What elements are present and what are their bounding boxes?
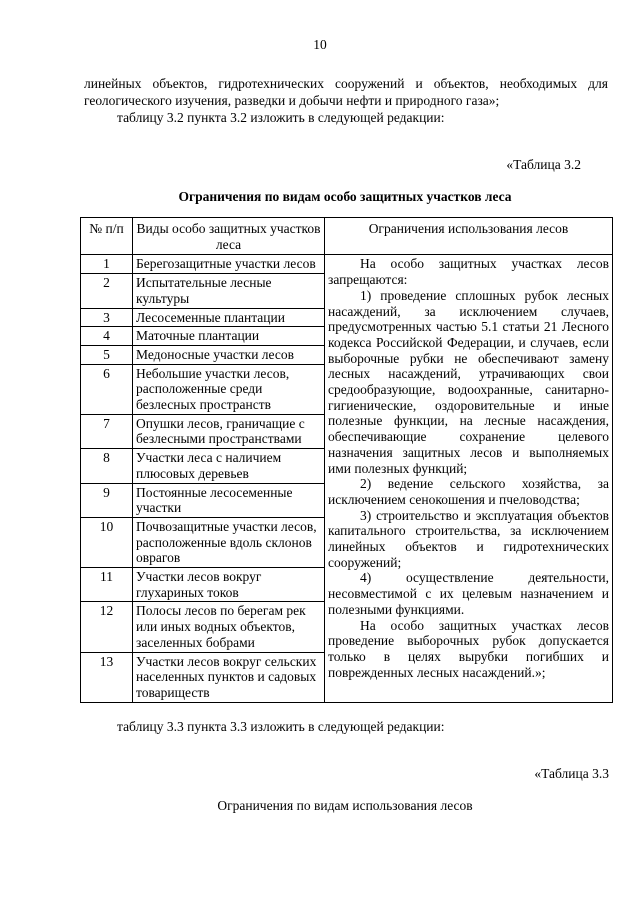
table-header-row (81, 218, 613, 255)
row-number: 10 (81, 517, 133, 567)
table-title-3-2: Ограничения по видам особо защитных участков леса (178, 189, 512, 204)
row-number: 9 (81, 483, 133, 517)
limits-paragraph: 2) ведение сельского хозяйства, за исключением сенокошения и пчеловодства; (328, 476, 609, 507)
protective-areas-table (80, 217, 613, 703)
row-number: 2 (81, 274, 133, 308)
row-kind: Небольшие участки лесов, расположенные среди безлесных пространств (133, 364, 325, 414)
row-number: 4 (81, 327, 133, 346)
header-number: № п/п (81, 218, 133, 255)
instruction-table-3-2: таблицу 3.2 пункта 3.2 изложить в следующей редакции: (117, 110, 445, 125)
limits-paragraph: 1) проведение сплошных рубок лесных насаждений, за исключением случаев, предусмотренных частью 5.1 статьи 21 Лесного кодекса Российской Федерации, и случаев, если выборочные рубки не обеспечивают замену лесных насаждений, утрачивающих свои средообразующие, водоохранные, санитарно-гигиенические, оздоровительные и иные полезные функции, на лесные насаждения, обеспечивающие сохранение целевого назначения защитных лесов и выполняемых ими полезных функций; (328, 287, 609, 476)
row-kind: Опушки лесов, граничащие с безлесными пространствами (133, 414, 325, 448)
row-number: 5 (81, 345, 133, 364)
row-kind: Почвозащитные участки лесов, расположенные вдоль склонов оврагов (133, 517, 325, 567)
row-number: 11 (81, 568, 133, 602)
row-kind: Участки лесов вокруг сельских населенных пунктов и садовых товариществ (133, 652, 325, 702)
table-title-3-3: Ограничения по видам использования лесов (217, 798, 473, 813)
table-label-3-2: «Таблица 3.2 (506, 157, 581, 172)
row-kind: Испытательные лесные культуры (133, 274, 325, 308)
row-kind: Постоянные лесосеменные участки (133, 483, 325, 517)
row-number: 6 (81, 364, 133, 414)
row-kind: Берегозащитные участки лесов (133, 255, 325, 274)
row-kind: Полосы лесов по берегам рек или иных водных объектов, заселенных бобрами (133, 602, 325, 652)
limits-paragraph: На особо защитных участках лесов проведение выборочных рубок допускается только в целях вырубки погибших и поврежденных лесных насаждений.»; (328, 617, 609, 680)
row-number: 13 (81, 652, 133, 702)
row-number: 8 (81, 449, 133, 483)
header-limits: Ограничения использования лесов (325, 218, 613, 255)
limits-cell (325, 255, 613, 702)
instruction-table-3-3: таблицу 3.3 пункта 3.3 изложить в следующей редакции: (117, 719, 445, 734)
limits-paragraph: На особо защитных участках лесов запрещаются: (328, 256, 609, 288)
row-kind: Медоносные участки лесов (133, 345, 325, 364)
row-kind: Лесосеменные плантации (133, 308, 325, 327)
table-label-3-3: «Таблица 3.3 (534, 766, 609, 781)
header-kind: Виды особо защитных участков леса (133, 218, 325, 255)
row-number: 12 (81, 602, 133, 652)
page-number: 10 (313, 37, 327, 52)
table-row (81, 255, 613, 274)
limits-paragraph: 4) осуществление деятельности, несовместимой с их целевым назначением и полезными функциями. (328, 570, 609, 617)
intro-paragraph: линейных объектов, гидротехнических сооружений и объектов, необходимых для геологического изучения, разведки и добычи нефти и природного газа»; (84, 76, 608, 108)
row-kind: Участки леса с наличием плюсовых деревьев (133, 449, 325, 483)
row-number: 3 (81, 308, 133, 327)
row-number: 1 (81, 255, 133, 274)
limits-paragraph: 3) строительство и эксплуатация объектов капитального строительства, за исключением линейных объектов и гидротехнических сооружений; (328, 507, 609, 570)
row-kind: Участки лесов вокруг глухариных токов (133, 568, 325, 602)
row-number: 7 (81, 414, 133, 448)
row-kind: Маточные плантации (133, 327, 325, 346)
